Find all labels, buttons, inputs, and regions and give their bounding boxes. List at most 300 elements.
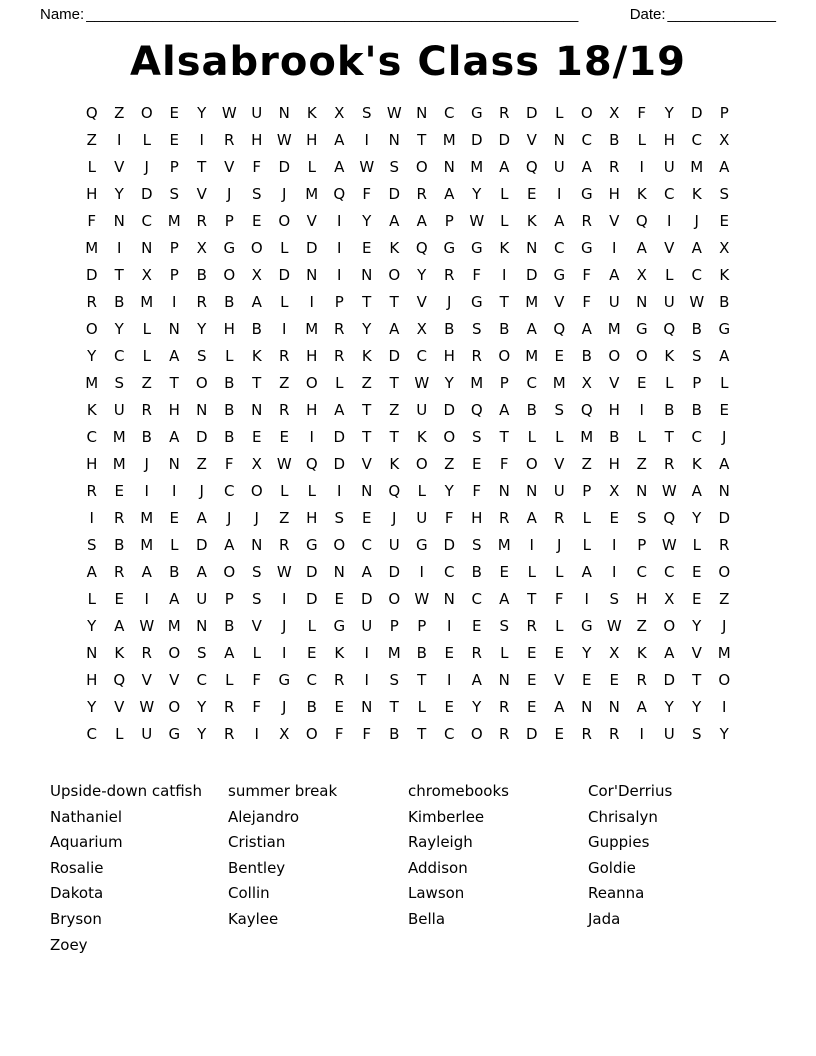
grid-cell: O (223, 562, 236, 581)
grid-cell: J (722, 427, 727, 446)
grid-cell: Q (113, 670, 126, 689)
grid-cell: E (692, 562, 702, 581)
grid-cell: L (225, 346, 234, 365)
word-list-item: Upside-down catfish (50, 782, 202, 800)
name-blank-line: ___________________________________________________________ (86, 6, 579, 23)
grid-cell: C (664, 184, 675, 203)
grid-cell: V (306, 211, 317, 230)
grid-cell: A (636, 697, 647, 716)
grid-cell: D (140, 184, 153, 203)
grid-row (78, 423, 738, 450)
grid-cell: T (499, 427, 509, 446)
grid-cell: U (251, 103, 263, 122)
grid-cell: M (525, 292, 539, 311)
grid-cell: L (417, 697, 426, 716)
grid-cell: O (415, 157, 428, 176)
grid-cell: E (307, 643, 317, 662)
grid-cell: L (500, 643, 509, 662)
grid-cell: I (89, 508, 94, 527)
grid-cell: N (361, 481, 373, 500)
grid-cell: V (141, 670, 152, 689)
grid-cell: U (361, 616, 373, 635)
grid-cell: C (416, 346, 427, 365)
date-field (630, 6, 776, 23)
grid-cell: M (140, 535, 154, 554)
grid-cell: I (144, 481, 149, 500)
grid-cell: W (661, 535, 677, 554)
grid-cell: B (224, 292, 235, 311)
grid-cell: A (334, 400, 345, 419)
grid-cell: A (416, 211, 427, 230)
grid-cell: B (719, 292, 730, 311)
grid-cell: C (444, 103, 455, 122)
grid-cell: S (389, 670, 400, 689)
grid-cell: G (168, 724, 181, 743)
grid-cell: L (555, 427, 564, 446)
grid-cell: Q (663, 319, 676, 338)
grid-cell: Z (581, 454, 592, 473)
grid-cell: H (608, 454, 620, 473)
grid-cell: D (85, 265, 98, 284)
grid-cell: I (364, 670, 369, 689)
grid-cell: D (333, 454, 346, 473)
grid-cell: B (224, 616, 235, 635)
grid-cell: N (141, 238, 153, 257)
grid-cell: O (223, 265, 236, 284)
grid-cell: E (169, 508, 179, 527)
grid-cell: X (334, 103, 345, 122)
grid-cell: J (282, 697, 287, 716)
grid-cell: S (609, 589, 620, 608)
grid-row (78, 153, 738, 180)
grid-cell: T (389, 697, 399, 716)
grid-cell: F (472, 481, 482, 500)
word-list-item: Goldie (588, 858, 636, 877)
grid-cell: A (361, 562, 372, 581)
grid-cell: N (636, 481, 648, 500)
grid-cell: D (305, 562, 318, 581)
grid-cell: D (360, 589, 373, 608)
grid-cell: D (305, 238, 318, 257)
grid-cell: R (334, 319, 345, 338)
grid-cell: O (415, 454, 428, 473)
grid-cell: E (719, 211, 729, 230)
grid-cell: S (196, 643, 207, 662)
grid-cell: W (359, 157, 375, 176)
grid-cell: A (554, 697, 565, 716)
grid-cell: H (86, 454, 98, 473)
grid-cell: A (609, 265, 620, 284)
grid-cell: L (142, 130, 151, 149)
grid-cell: I (337, 238, 342, 257)
grid-row (78, 666, 738, 693)
grid-cell: T (389, 292, 399, 311)
grid-cell: P (224, 589, 234, 608)
grid-cell: D (690, 103, 703, 122)
grid-cell: P (169, 238, 179, 257)
grid-cell: H (663, 130, 675, 149)
grid-cell: E (719, 400, 729, 419)
grid-cell: U (113, 400, 125, 419)
grid-cell: L (637, 130, 646, 149)
grid-cell: D (278, 157, 291, 176)
grid-cell: I (639, 157, 644, 176)
grid-cell: M (167, 211, 181, 230)
word-list-item: Addison (408, 858, 468, 877)
word-list-item: Kimberlee (408, 807, 485, 826)
puzzle-title: Alsabrook's Class 18/19 (130, 39, 686, 85)
grid-cell: W (689, 292, 705, 311)
grid-cell: F (499, 454, 509, 473)
grid-cell: U (663, 724, 675, 743)
grid-cell: O (85, 319, 98, 338)
word-list-column (50, 779, 228, 958)
grid-cell: O (525, 454, 538, 473)
grid-cell: O (305, 373, 318, 392)
grid-cell: W (221, 103, 237, 122)
grid-cell: X (636, 265, 647, 284)
grid-cell: B (691, 400, 702, 419)
grid-cell: D (525, 265, 538, 284)
grid-cell: T (417, 724, 427, 743)
grid-cell: N (718, 481, 730, 500)
word-list (0, 779, 816, 958)
grid-cell: V (554, 454, 565, 473)
grid-cell: A (389, 211, 400, 230)
grid-cell: S (636, 508, 647, 527)
grid-cell: O (443, 427, 456, 446)
grid-cell: N (251, 400, 263, 419)
grid-cell: C (224, 481, 235, 500)
grid-cell: S (334, 508, 345, 527)
grid-cell: J (227, 508, 232, 527)
grid-cell: J (144, 454, 149, 473)
grid-cell: R (334, 670, 345, 689)
grid-cell: R (279, 400, 290, 419)
grid-cell: R (224, 724, 235, 743)
grid-cell: I (199, 130, 204, 149)
grid-cell: A (719, 157, 730, 176)
grid-cell: E (334, 697, 344, 716)
grid-cell: C (581, 130, 592, 149)
grid-cell: V (691, 643, 702, 662)
grid-cell: M (140, 292, 154, 311)
grid-row (78, 288, 738, 315)
grid-cell: M (387, 643, 401, 662)
grid-cell: E (472, 454, 482, 473)
grid-cell: S (499, 616, 510, 635)
grid-cell: O (718, 562, 731, 581)
grid-cell: O (635, 346, 648, 365)
grid-cell: A (196, 562, 207, 581)
grid-cell: A (251, 292, 262, 311)
grid-cell: Q (470, 400, 483, 419)
grid-cell: M (85, 238, 99, 257)
grid-cell: A (389, 319, 400, 338)
grid-cell: E (609, 508, 619, 527)
grid-cell: I (282, 319, 287, 338)
grid-cell: H (251, 130, 263, 149)
grid-cell: M (305, 184, 319, 203)
grid-cell: L (527, 562, 536, 581)
grid-cell: E (499, 562, 509, 581)
word-list-item: Cristian (228, 833, 286, 852)
grid-cell: D (663, 670, 676, 689)
name-label: Name: (40, 6, 85, 23)
grid-cell: R (86, 292, 97, 311)
grid-cell: X (719, 238, 730, 257)
grid-cell: P (719, 103, 729, 122)
grid-cell: X (581, 373, 592, 392)
grid-cell: E (609, 670, 619, 689)
grid-cell: I (337, 481, 342, 500)
grid-cell: Y (114, 184, 124, 203)
grid-cell: T (252, 373, 262, 392)
grid-cell: R (499, 103, 510, 122)
grid-cell: R (664, 454, 675, 473)
grid-cell: L (225, 670, 234, 689)
grid-cell: O (580, 103, 593, 122)
grid-cell: Y (664, 697, 674, 716)
grid-cell: A (526, 319, 537, 338)
grid-cell: I (144, 589, 149, 608)
grid-cell: N (526, 238, 538, 257)
grid-cell: L (527, 427, 536, 446)
grid-cell: D (388, 346, 401, 365)
grid-cell: R (499, 697, 510, 716)
grid-cell: X (141, 265, 152, 284)
grid-cell: H (168, 400, 180, 419)
grid-cell: Z (141, 373, 152, 392)
grid-cell: G (470, 103, 483, 122)
grid-cell: B (609, 130, 620, 149)
grid-cell: R (224, 697, 235, 716)
grid-cell: G (278, 670, 291, 689)
grid-cell: I (172, 292, 177, 311)
grid-cell: A (444, 184, 455, 203)
grid-cell: I (254, 724, 259, 743)
grid-cell: R (609, 157, 620, 176)
grid-cell: H (306, 130, 318, 149)
grid-cell: T (527, 589, 537, 608)
grid-cell: I (337, 211, 342, 230)
grid-cell: V (609, 373, 620, 392)
grid-cell: K (416, 427, 427, 446)
grid-cell: L (500, 184, 509, 203)
name-field (40, 6, 578, 23)
grid-cell: I (309, 427, 314, 446)
grid-cell: D (498, 130, 511, 149)
grid-cell: Y (472, 697, 482, 716)
grid-cell: H (306, 346, 318, 365)
grid-row (78, 315, 738, 342)
grid-cell: Y (362, 319, 372, 338)
grid-row (78, 558, 738, 585)
grid-cell: Q (415, 238, 428, 257)
grid-cell: R (636, 670, 647, 689)
grid-cell: U (553, 157, 565, 176)
grid-cell: M (112, 427, 126, 446)
grid-cell: U (388, 535, 400, 554)
grid-cell: A (86, 562, 97, 581)
grid-cell: N (333, 562, 345, 581)
grid-cell: J (392, 508, 397, 527)
grid-cell: L (280, 292, 289, 311)
grid-cell: B (444, 319, 455, 338)
grid-cell: M (717, 643, 731, 662)
grid-cell: W (276, 130, 292, 149)
grid-cell: N (443, 157, 455, 176)
grid-cell: A (224, 535, 235, 554)
word-list-item: chromebooks (408, 782, 509, 800)
grid-cell: T (362, 400, 372, 419)
grid-cell: L (692, 535, 701, 554)
grid-cell: G (470, 238, 483, 257)
grid-cell: O (718, 670, 731, 689)
grid-cell: Q (663, 508, 676, 527)
grid-cell: D (195, 427, 208, 446)
grid-cell: I (529, 535, 534, 554)
grid-cell: J (144, 157, 149, 176)
grid-cell: N (251, 535, 263, 554)
grid-row (78, 450, 738, 477)
grid-cell: B (251, 319, 262, 338)
grid-cell: U (416, 400, 428, 419)
grid-cell: V (251, 616, 262, 635)
grid-row (78, 261, 738, 288)
grid-cell: J (447, 292, 452, 311)
grid-cell: S (361, 103, 372, 122)
grid-cell: B (416, 643, 427, 662)
grid-cell: A (581, 157, 592, 176)
grid-cell: O (140, 103, 153, 122)
grid-cell: V (361, 454, 372, 473)
grid-cell: N (196, 400, 208, 419)
grid-cell: S (251, 562, 262, 581)
grid-cell: Y (664, 103, 674, 122)
grid-cell: Q (635, 211, 648, 230)
grid-cell: K (389, 454, 400, 473)
grid-cell: A (719, 454, 730, 473)
grid-cell: E (169, 130, 179, 149)
grid-cell: V (609, 211, 620, 230)
grid-cell: J (227, 184, 232, 203)
grid-cell: X (609, 103, 620, 122)
grid-cell: E (334, 589, 344, 608)
grid-cell: O (168, 643, 181, 662)
grid-cell: R (471, 643, 482, 662)
grid-cell: G (553, 265, 566, 284)
grid-cell: W (139, 697, 155, 716)
grid-cell: E (444, 643, 454, 662)
grid-cell: Q (85, 103, 98, 122)
grid-cell: B (141, 427, 152, 446)
grid-cell: B (471, 562, 482, 581)
grid-row (78, 396, 738, 423)
grid-cell: F (582, 265, 592, 284)
grid-cell: Y (692, 616, 702, 635)
grid-cell: E (279, 427, 289, 446)
word-list-item: Aquarium (50, 833, 123, 852)
grid-cell: L (307, 481, 316, 500)
grid-cell: C (444, 562, 455, 581)
grid-cell: L (170, 535, 179, 554)
date-blank-line: _____________ (667, 6, 776, 23)
grid-cell: W (414, 373, 430, 392)
grid-cell: M (442, 130, 456, 149)
grid-cell: L (115, 724, 124, 743)
grid-cell: R (196, 292, 207, 311)
grid-cell: D (195, 535, 208, 554)
grid-cell: V (416, 292, 427, 311)
grid-cell: W (469, 211, 485, 230)
grid-cell: L (555, 562, 564, 581)
grid-cell: B (224, 427, 235, 446)
grid-cell: K (526, 211, 537, 230)
grid-cell: F (87, 211, 97, 230)
grid-cell: H (306, 400, 318, 419)
grid-row (78, 693, 738, 720)
grid-cell: D (278, 265, 291, 284)
grid-cell: Q (553, 319, 566, 338)
grid-cell: E (169, 103, 179, 122)
grid-row (78, 207, 738, 234)
grid-cell: B (664, 400, 675, 419)
grid-row (78, 234, 738, 261)
grid-cell: M (470, 157, 484, 176)
word-list-item: Nathaniel (50, 807, 123, 826)
grid-cell: L (307, 616, 316, 635)
grid-cell: N (306, 265, 318, 284)
grid-cell: A (334, 130, 345, 149)
grid-cell: Z (636, 454, 647, 473)
grid-cell: V (114, 157, 125, 176)
grid-cell: M (552, 373, 566, 392)
grid-cell: D (525, 103, 538, 122)
word-search-grid (78, 99, 738, 747)
grid-cell: V (664, 238, 675, 257)
grid-cell: W (661, 481, 677, 500)
grid-cell: E (472, 616, 482, 635)
grid-cell: O (498, 346, 511, 365)
word-list-item: Kaylee (228, 909, 279, 928)
word-list-item: Collin (228, 884, 270, 903)
word-list-item: Zoey (50, 935, 88, 954)
grid-cell: Z (444, 454, 455, 473)
grid-cell: M (580, 427, 594, 446)
grid-cell: O (195, 373, 208, 392)
grid-cell: O (278, 211, 291, 230)
word-list-item: Bryson (50, 909, 102, 928)
grid-cell: F (252, 670, 262, 689)
grid-cell: Y (692, 697, 702, 716)
word-list-item: Rosalie (50, 858, 104, 877)
grid-cell: Z (636, 616, 647, 635)
grid-cell: F (637, 103, 647, 122)
grid-cell: L (582, 508, 591, 527)
grid-cell: M (85, 373, 99, 392)
grid-cell: P (169, 157, 179, 176)
grid-cell: N (86, 643, 98, 662)
grid-cell: K (251, 346, 262, 365)
grid-cell: A (691, 238, 702, 257)
grid-cell: I (309, 292, 314, 311)
grid-cell: I (557, 184, 562, 203)
grid-cell: R (581, 724, 592, 743)
grid-cell: C (526, 373, 537, 392)
grid-cell: U (663, 292, 675, 311)
grid-cell: B (526, 400, 537, 419)
